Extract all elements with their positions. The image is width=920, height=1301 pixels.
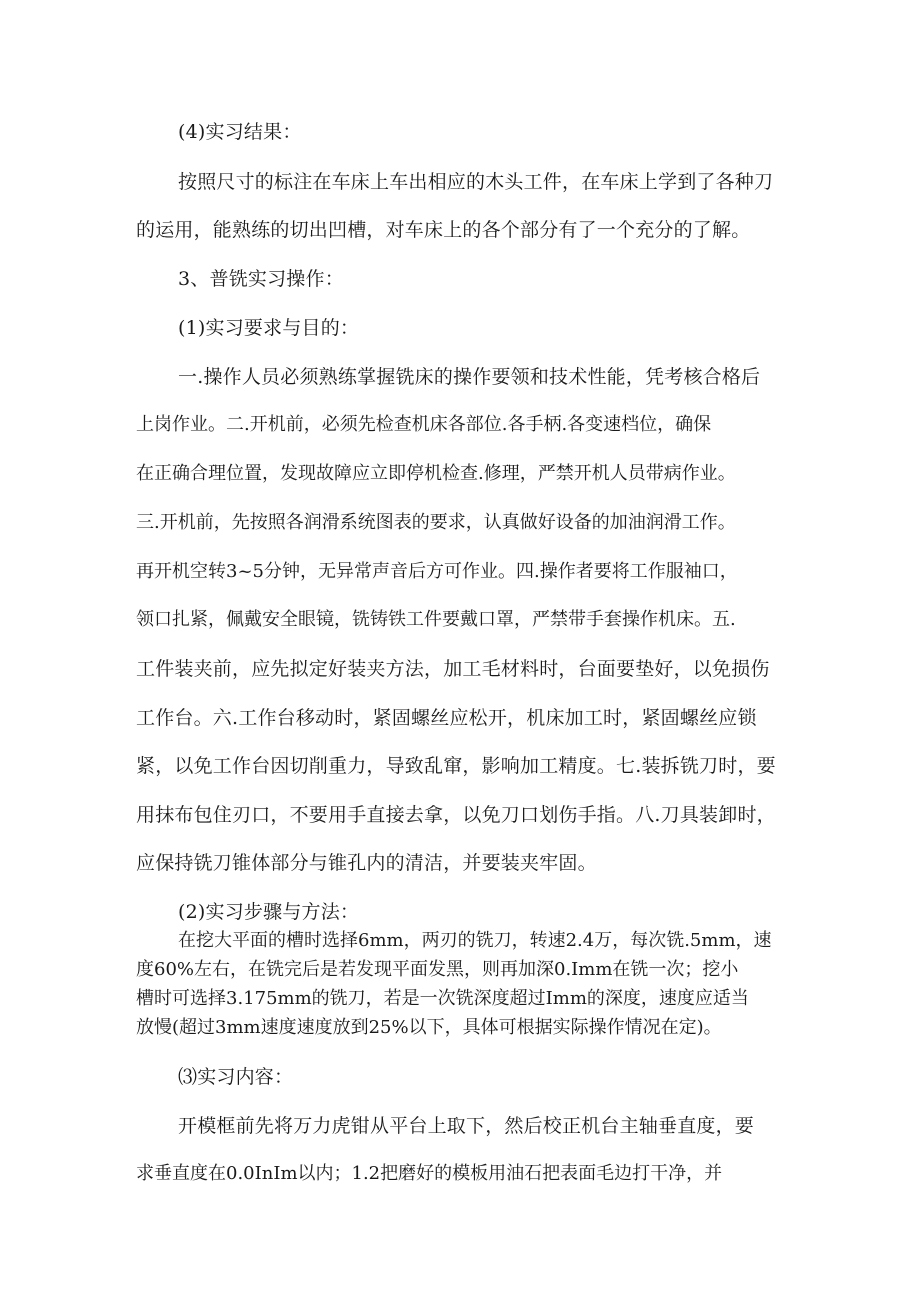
- paragraph-line: 用抹布包住刃口，不要用手直接去拿，以免刀口划伤手指。八.刀具装卸时，: [136, 804, 776, 826]
- paragraph-line: 的运用，能熟练的切出凹槽，对车床上的各个部分有了一个充分的了解。: [136, 219, 751, 241]
- paragraph-line: 开模框前先将万力虎钳从平台上取下，然后校正机台主轴垂直度，要: [178, 1115, 755, 1137]
- paragraph-line: 再开机空转3~5分钟，无异常声音后方可作业。四.操作者要将工作服袖口，: [136, 561, 738, 582]
- heading-steps-methods: (2)实习步骤与方法：: [178, 901, 360, 923]
- paragraph-line: 紧，以免工作台因切削重力，导致乱窜，影响加工精度。七.装拆铣刀时，要: [136, 755, 776, 777]
- heading-requirements: (1)实习要求与目的：: [178, 317, 360, 339]
- paragraph-line: 按照尺寸的标注在车床上车出相应的木头工件，在车床上学到了各种刀: [178, 171, 774, 193]
- paragraph-line: 工件装夹前，应先拟定好装夹方法，加工毛材料时，台面要垫好，以免损伤: [136, 658, 770, 680]
- paragraph-line: 三.开机前，先按照各润滑系统图表的要求，认真做好设备的加油润滑工作。: [136, 512, 736, 533]
- paragraph-line: 上岗作业。二.开机前，必须先检查机床各部位.各手柄.各变速档位，确保: [136, 414, 712, 435]
- paragraph-line: 工作台。六.工作台移动时，紧固螺丝应松开，机床加工时，紧固螺丝应锁: [136, 707, 757, 729]
- paragraph-line: 在挖大平面的槽时选择6mm，两刃的铣刀，转速2.4万，每次铣.5mm，速: [178, 930, 772, 951]
- heading-practice-content: ⑶实习内容：: [178, 1066, 294, 1088]
- paragraph-line: 槽时可选择3.175mm的铣刀，若是一次铣深度超过Imm的深度，速度应适当: [136, 988, 749, 1009]
- paragraph-line: 一.操作人员必须熟练掌握铣床的操作要领和技术性能，凭考核合格后: [178, 366, 761, 388]
- paragraph-line: 求垂直度在0.0InIm以内；1.2把磨好的模板用油石把表面毛边打干净，并: [136, 1163, 723, 1184]
- paragraph-line: 度60%左右，在铣完后是若发现平面发黑，则再加深0.Imm在铣一次；挖小: [136, 959, 739, 980]
- heading-milling-operation: 3、普铣实习操作：: [178, 268, 344, 290]
- paragraph-line: 应保持铣刀锥体部分与锥孔内的清洁，并要装夹牢固。: [136, 852, 597, 874]
- heading-practice-result: (4)实习结果：: [178, 121, 302, 143]
- paragraph-line: 在正确合理位置，发现故障应立即停机检查.修理，严禁开机人员带病作业。: [136, 463, 736, 484]
- paragraph-line: 放慢(超过3mm速度速度放到25%以下，具体可根据实际操作情况在定)。: [136, 1017, 722, 1038]
- paragraph-line: 领口扎紧，佩戴安全眼镜，铣铸铁工件要戴口罩，严禁带手套操作机床。五.: [136, 609, 736, 630]
